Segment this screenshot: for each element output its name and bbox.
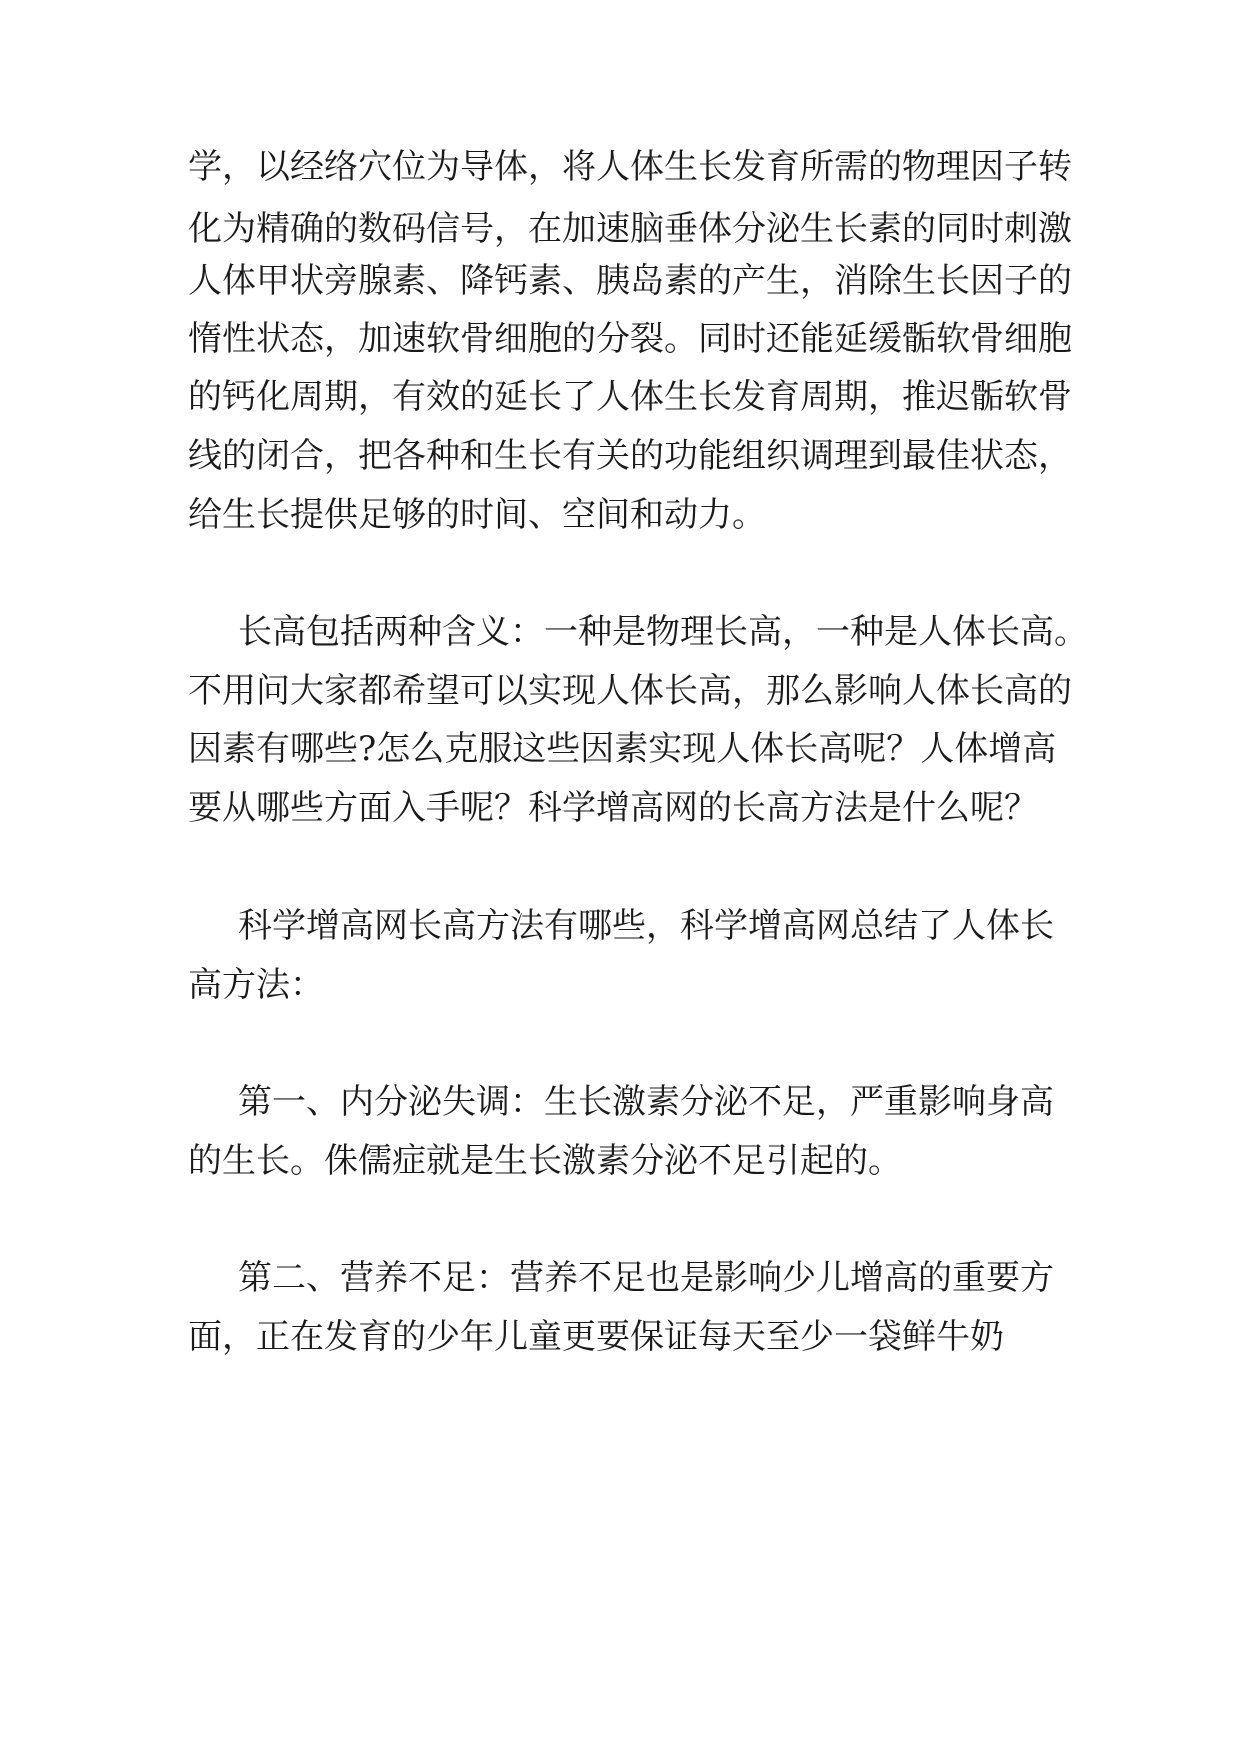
paragraph-4-line-2: 的生长。侏儒症就是生长激素分泌不足引起的。 [188,1141,902,1181]
paragraph-1-line-1: 学，以经络穴位为导体，将人体生长发育所需的物理因子转 [188,147,1072,187]
paragraph-1-line-2: 化为精确的数码信号，在加速脑垂体分泌生长素的同时刺激 [188,209,1072,249]
paragraph-3-line-2: 高方法： [188,965,324,1005]
paragraph-5-line-1: 第二、营养不足：营养不足也是影响少儿增高的重要方 [238,1258,1054,1298]
paragraph-1-line-5: 的钙化周期，有效的延长了人体生长发育周期，推迟骺软骨 [188,377,1072,417]
paragraph-1-line-4: 惰性状态，加速软骨细胞的分裂。同时还能延缓骺软骨细胞 [188,319,1072,359]
paragraph-1-line-6: 线的闭合，把各种和生长有关的功能组织调理到最佳状态， [188,436,1072,476]
paragraph-2-line-2: 不用问大家都希望可以实现人体长高，那么影响人体长高的 [188,671,1072,711]
paragraph-1-line-7: 给生长提供足够的时间、空间和动力。 [188,495,766,535]
paragraph-3-line-1: 科学增高网长高方法有哪些，科学增高网总结了人体长 [238,906,1054,946]
paragraph-2-line-4: 要从哪些方面入手呢？科学增高网的长高方法是什么呢？ [188,788,1038,828]
paragraph-2-line-3: 因素有哪些?怎么克服这些因素实现人体长高呢？人体增高 [188,729,1057,769]
paragraph-1-line-3: 人体甲状旁腺素、降钙素、胰岛素的产生，消除生长因子的 [188,261,1072,301]
paragraph-2-line-1: 长高包括两种含义：一种是物理长高，一种是人体长高。 [238,612,1088,652]
paragraph-5-line-2: 面，正在发育的少年儿童更要保证每天至少一袋鲜牛奶 [188,1317,1004,1357]
paragraph-4-line-1: 第一、内分泌失调：生长激素分泌不足，严重影响身高 [238,1082,1054,1122]
